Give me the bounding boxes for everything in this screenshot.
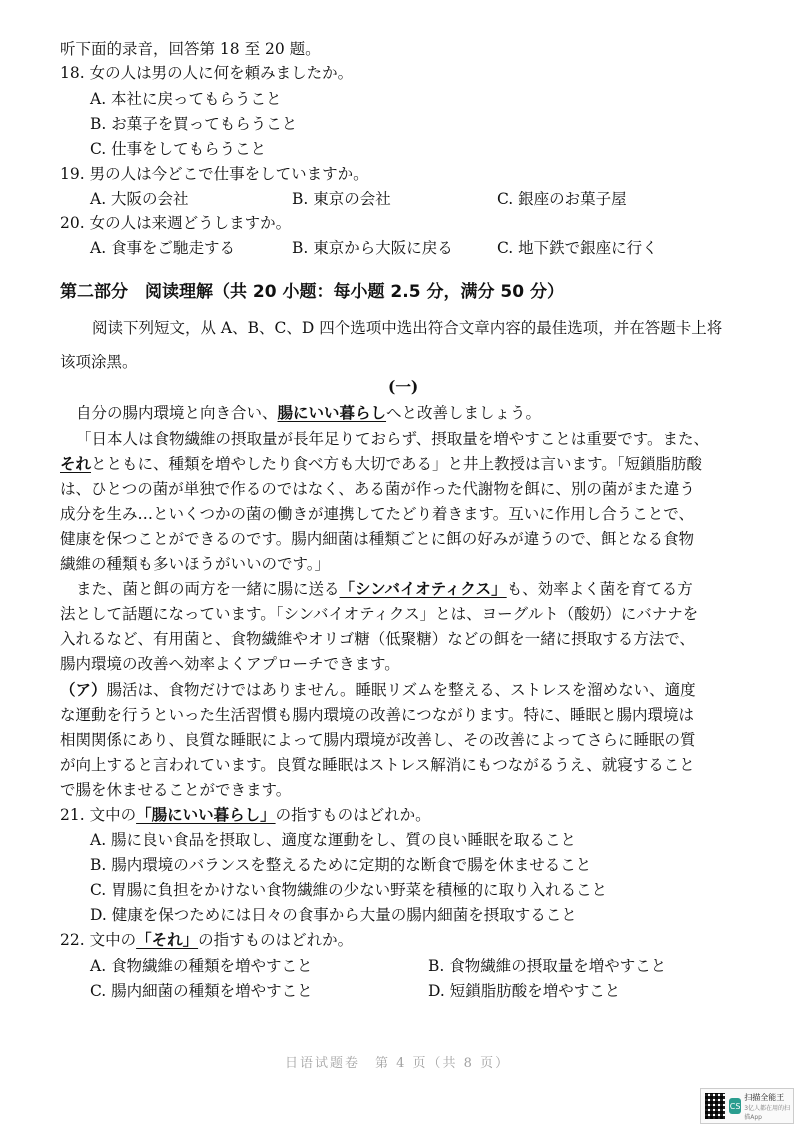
q18-option-c: C. 仕事をしてもらうこと — [90, 140, 267, 158]
passage-line: 相関関係にあり、良質な睡眠によって腸内環境が改善し、その改善によってさらに睡眠の質 — [60, 731, 696, 749]
passage-line: 成分を生み…といくつかの菌の働きが連携してたどり着きます。互いに作用し合うことで、 — [60, 505, 694, 523]
qr-code-icon — [705, 1093, 725, 1119]
q22-option-d: D. 短鎖脂肪酸を増やすこと — [428, 982, 621, 1000]
q20-option-c: C. 地下鉄で銀座に行く — [497, 239, 658, 257]
blank-marker: （ア） — [60, 680, 107, 699]
section-instruction-line1: 阅读下列短文，从 A、B、C、D 四个选项中选出符合文章内容的最佳选项，并在答题卡上将 — [92, 319, 723, 337]
text-span: へと改善しましょう。 — [386, 404, 542, 422]
underlined-phrase: 腸にいい暮らし — [277, 403, 387, 422]
page-footer: 日语试题卷 第 4 页（共 8 页） — [285, 1056, 511, 1071]
q21-option-a: A. 腸に良い食品を摂取し、適度な運動をし、質の良い睡眠を取ること — [90, 831, 577, 849]
q18-option-a: A. 本社に戻ってもらうこと — [90, 90, 282, 108]
passage-line: な運動を行うといった生活習慣も腸内環境の改善につながります。特に、睡眠と腸内環境は — [60, 706, 694, 724]
passage-line: 健康を保つことができるのです。腸内細菌は種類ごとに餌の好みが違うので、餌となる食物 — [60, 530, 694, 548]
q22-option-b: B. 食物繊維の摂取量を増やすこと — [428, 957, 667, 975]
badge-text-block — [744, 1092, 793, 1121]
passage-line: 腸内環境の改善へ効率よくアプローチできます。 — [60, 655, 400, 673]
passage-line: 入れるなど、有用菌と、食物繊維やオリゴ糖（低聚糖）などの餌を一緒に摂取する方法で、 — [60, 630, 695, 648]
text-span: とともに、種類を増やしたり食べ方も大切である」と井上教授は言います。「短鎖脂肪酸 — [91, 455, 703, 473]
q19-option-c: C. 銀座のお菓子屋 — [497, 190, 627, 208]
text-span: 腸活は、食物だけではありません。睡眠リズムを整える、ストレスを溜めない、適度 — [106, 681, 696, 699]
q21-option-d: D. 健康を保つためには日々の食事から大量の腸内細菌を摂取すること — [90, 906, 577, 924]
underlined-phrase: それ — [60, 454, 92, 473]
q19-stem: 19. 男の人は今どこで仕事をしていますか。 — [60, 165, 369, 183]
badge-title: 扫描全能王 — [744, 1092, 785, 1102]
passage-line: が向上すると言われています。良質な睡眠はストレス解消にもつながるうえ、就寝すること — [60, 756, 695, 774]
passage-line: は、ひとつの菌が単独で作るのではなく、ある菌が作った代謝物を餌に、別の菌がまた違う — [60, 480, 695, 498]
scanner-badge — [700, 1088, 794, 1124]
q22-option-a: A. 食物繊維の種類を増やすこと — [90, 957, 313, 975]
q20-option-b: B. 東京から大阪に戻る — [292, 239, 453, 257]
text-span: も、効率よく菌を育てる方 — [506, 580, 693, 598]
passage-line: 「日本人は食物繊維の摂取量が長年足りておらず、摂取量を増やすことは重要です。また、 — [76, 430, 710, 448]
q22-stem — [60, 929, 353, 951]
text-span: 21. 文中の — [60, 806, 137, 824]
q21-stem — [60, 804, 431, 826]
q19-option-a: A. 大阪の会社 — [90, 190, 189, 208]
badge-subtitle: 3亿人都在用的扫描App — [744, 1104, 791, 1121]
section-instruction-line2: 该项涂黑。 — [60, 353, 138, 371]
q20-option-a: A. 食事をご馳走する — [90, 239, 236, 257]
underlined-phrase: 「腸にいい暮らし」 — [136, 805, 276, 824]
q21-option-c: C. 胃腸に負担をかけない食物繊維の少ない野菜を積極的に取り入れること — [90, 881, 608, 899]
passage-number: (一) — [388, 377, 419, 396]
passage-line: 法として話題になっています。「シンバイオティクス」とは、ヨーグルト（酸奶）にバナナを — [60, 605, 699, 623]
underlined-phrase: 「シンバイオティクス」 — [339, 579, 507, 598]
passage-line — [76, 402, 541, 424]
text-span: 22. 文中の — [60, 931, 137, 949]
underlined-phrase: 「それ」 — [136, 930, 199, 949]
q22-option-c: C. 腸内細菌の種類を増やすこと — [90, 982, 313, 1000]
text-span: また、菌と餌の両方を一緒に腸に送る — [76, 580, 340, 598]
text-span: の指すものはどれか。 — [275, 806, 431, 824]
listening-intro: 听下面的录音，回答第 18 至 20 题。 — [60, 40, 321, 58]
passage-line — [60, 453, 702, 475]
q18-option-b: B. お菓子を買ってもらうこと — [90, 115, 298, 133]
text-span: 自分の腸内環境と向き合い、 — [76, 404, 278, 422]
cs-logo-icon: CS — [729, 1098, 741, 1114]
q18-stem: 18. 女の人は男の人に何を頼みましたか。 — [60, 64, 354, 82]
text-span: の指すものはどれか。 — [198, 931, 354, 949]
section-title: 第二部分 阅读理解（共 20 小题：每小题 2.5 分，满分 50 分） — [60, 282, 564, 302]
q20-stem: 20. 女の人は来週どうしますか。 — [60, 214, 292, 232]
passage-line — [76, 578, 693, 600]
q19-option-b: B. 東京の会社 — [292, 190, 391, 208]
passage-line — [60, 679, 696, 701]
passage-line: 繊維の種類も多いほうがいいのです。」 — [60, 555, 331, 573]
q21-option-b: B. 腸内環境のバランスを整えるために定期的な断食で腸を休ませること — [90, 856, 592, 874]
passage-line: で腸を休ませることができます。 — [60, 781, 292, 799]
